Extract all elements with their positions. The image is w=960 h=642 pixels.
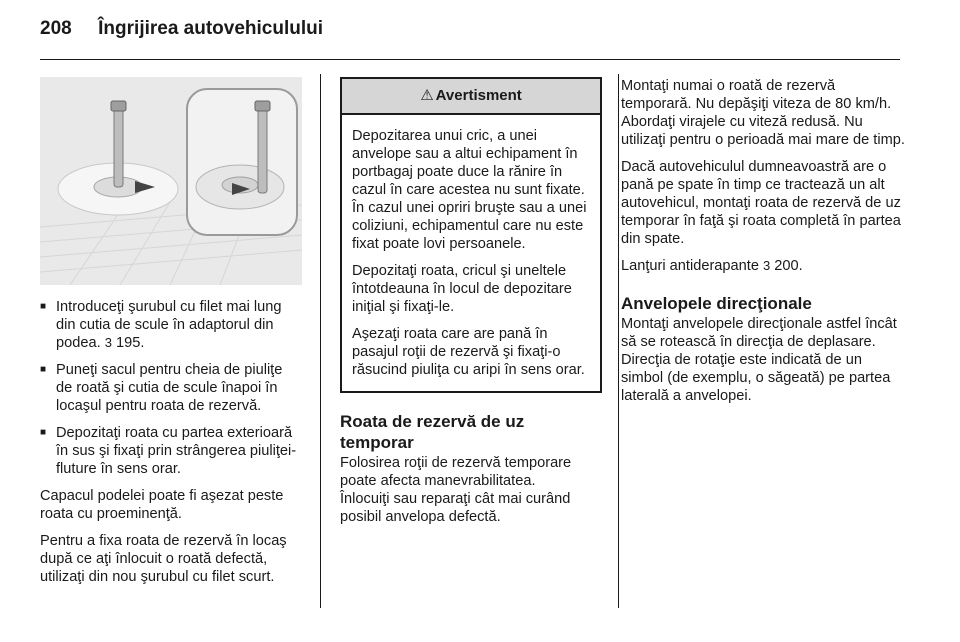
page-reference[interactable]: 200. xyxy=(774,258,803,274)
list-item xyxy=(40,298,302,352)
page-ref-arrow-icon: 3 xyxy=(104,335,112,350)
page-number: 208 xyxy=(40,18,72,39)
warning-title: Avertisment xyxy=(435,87,522,104)
body-paragraph: Folosirea roţii de rezervă temporare poate afecta manevrabilitatea. xyxy=(340,455,572,489)
reference-text: Lanţuri antiderapante xyxy=(621,258,763,274)
column-divider-right xyxy=(618,74,619,608)
body-paragraph: Capacul podelei poate fi aşezat peste roata cu proeminenţă. xyxy=(40,488,284,522)
section-heading: Anvelopele direcţionale xyxy=(621,294,812,313)
spare-wheel-illustration xyxy=(40,77,302,285)
body-paragraph: Dacă autovehiculul dumneavoastră are o pană pe spate în timp ce tractează un alt autovehicul, montaţi roata de rezervă de uz temporar în faţă şi roata completă în partea din spate. xyxy=(621,159,901,247)
warning-box xyxy=(340,77,602,393)
instruction-text: Depozitaţi roata cu partea exterioară în sus şi fixaţi prin strângerea piuliţei-fluture în sens orar. xyxy=(56,425,297,477)
warning-body xyxy=(342,115,600,391)
warning-header xyxy=(342,79,600,115)
warning-paragraph: Depozitarea unui cric, a unei anvelope sau a altui echipament în portbagaj poate duce la rănire în cazul în care acestea nu sunt fixate. În cazul unei opriri bruşte sau a unei coliziuni, echipamentul care nu este fixat poate lovi persoanele. xyxy=(352,128,587,252)
body-paragraph: Înlocuiţi sau reparaţi cât mai curând posibil anvelopa defectă. xyxy=(340,491,571,525)
list-item xyxy=(40,361,302,415)
section-heading: Roata de rezervă de uz temporar xyxy=(340,412,525,452)
spare-wheel-drawing xyxy=(40,77,302,285)
instruction-text: Introduceţi şurubul cu filet mai lung din cutia de scule în adaptorul din podea. xyxy=(56,299,282,351)
header-rule xyxy=(40,59,900,60)
column-middle xyxy=(340,77,602,535)
chapter-title: Îngrijirea autovehiculului xyxy=(98,18,324,39)
warning-paragraph: Depozitaţi roata, cricul şi uneltele întotdeauna în locul de depozitare iniţial şi fixaţi-le. xyxy=(352,263,572,315)
warning-paragraph: Aşezaţi roata care are pană în pasajul roţii de rezervă şi fixaţi-o răsucind piuliţa cu aripi în sens orar. xyxy=(352,326,585,378)
column-divider-left xyxy=(320,74,321,608)
body-paragraph: Montaţi numai o roată de rezervă temporară. Nu depăşiţi viteza de 80 km/h. Abordaţi virajele cu viteză redusă. Nu utilizaţi pentru o perioadă mai mare de timp. xyxy=(621,78,905,148)
instruction-list xyxy=(40,298,302,478)
page-header xyxy=(40,18,323,48)
column-right xyxy=(621,77,905,414)
page-reference[interactable]: 195. xyxy=(116,335,145,351)
body-paragraph: Montaţi anvelopele direcţionale astfel încât să se rotească în direcţia de deplasare. Direcţia de rotaţie este indicată de un simbol (de exemplu, o săgeată) pe partea laterală a anvelopei. xyxy=(621,316,897,404)
list-item xyxy=(40,424,302,478)
warning-triangle-icon: ⚠ xyxy=(420,87,434,104)
reference-line xyxy=(621,257,905,275)
instruction-text: Puneţi sacul pentru cheia de piuliţe de roată şi cutia de scule înapoi în locaşul pentru roata de rezervă. xyxy=(56,362,283,414)
page-ref-arrow-icon: 3 xyxy=(763,258,771,273)
body-paragraph: Pentru a fixa roata de rezervă în locaş după ce aţi înlocuit o roată defectă, utilizaţi din nou şurubul cu filet scurt. xyxy=(40,533,287,585)
column-left xyxy=(40,77,302,595)
